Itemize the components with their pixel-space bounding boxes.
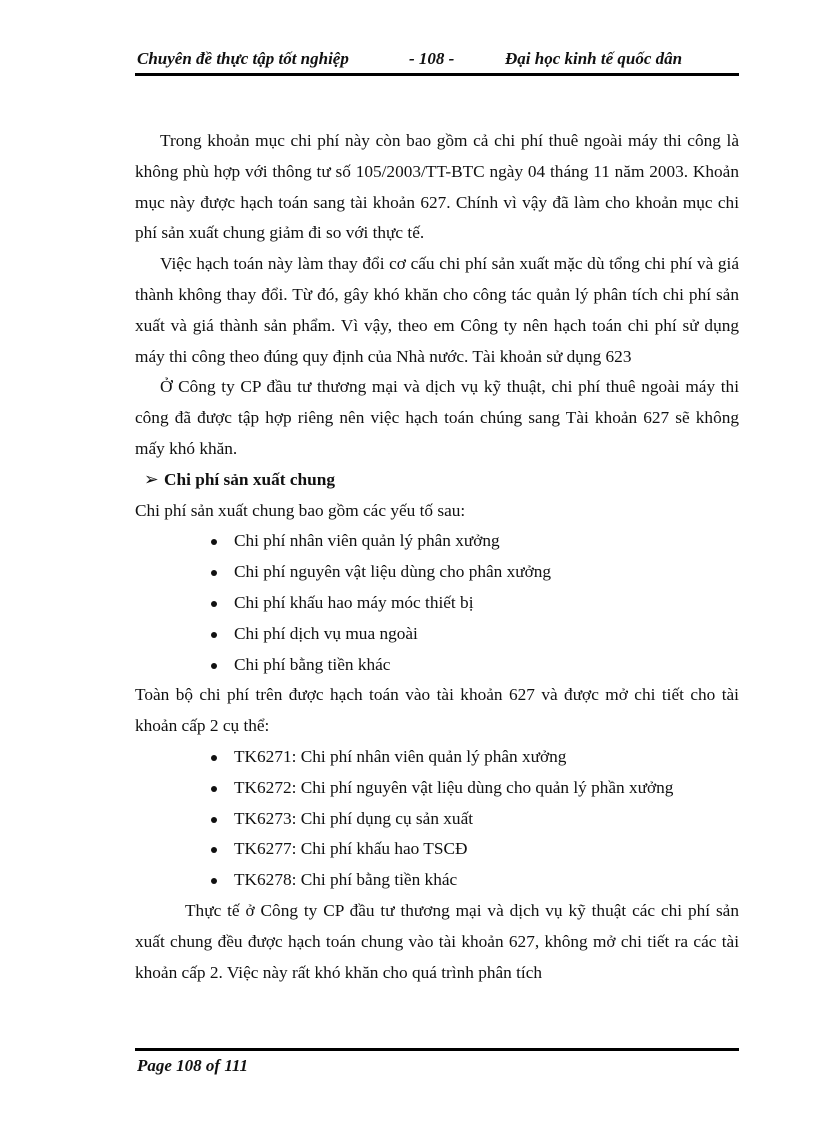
bullet-icon [211,570,217,576]
list-item [135,588,739,619]
page-footer [135,1048,739,1076]
list-item-text: Chi phí khấu hao máy móc thiết bị [234,592,474,612]
list-item-text: Chi phí dịch vụ mua ngoài [234,623,418,643]
list-item [135,773,739,804]
accounts-list [135,742,739,896]
list-item-text: Chi phí nguyên vật liệu dùng cho phân xưởng [234,562,552,582]
intro-line: Chi phí sản xuất chung bao gồm các yếu tố sau: [135,500,466,520]
list-item [135,834,739,865]
bullet-icon [211,878,217,884]
bullet-icon [211,663,217,669]
bullet-icon [211,817,217,823]
header-page-number: - 108 - [409,49,455,68]
list-item [135,742,739,773]
list-item [135,804,739,835]
paragraph-3: Ở Công ty CP đầu tư thương mại và dịch vụ kỹ thuật, chi phí thuê ngoài máy thi công đã được tập hợp riêng nên việc hạch toán chúng sang Tài khoản 627 sẽ không mấy khó khăn. [135,377,739,458]
list-item-text: TK6277: Chi phí khấu hao TSCĐ [234,839,468,859]
bullet-icon [211,847,217,853]
list-item-text: TK6278: Chi phí bằng tiền khác [234,870,458,890]
paragraph-4: Toàn bộ chi phí trên được hạch toán vào tài khoản 627 và được mở chi tiết cho tài khoản cấp 2 cụ thể: [135,685,739,736]
paragraph-1: Trong khoản mục chi phí này còn bao gồm cả chi phí thuê ngoài máy thi công là không phù hợp với thông tư số 105/2003/TT-BTC ngày 04 tháng 11 năm 2003. Khoản mục này được hạch toán sang tài khoản 627. Chính vì vậy đã làm cho khoản mục chi phí sản xuất chung giảm đi so với thực tế. [135,131,739,243]
paragraph-5: Thực tế ở Công ty CP đầu tư thương mại và dịch vụ kỹ thuật các chi phí sản xuất chung đều được hạch toán chung vào tài khoản 627, không mở chi tiết ra các tài khoản cấp 2. Việc này rất khó khăn cho quá trình phân tích [135,900,739,982]
list-item [135,865,739,896]
bullet-icon [211,755,217,761]
paragraph-2: Việc hạch toán này làm thay đổi cơ cấu chi phí sản xuất mặc dù tổng chi phí và giá thành không thay đổi. Từ đó, gây khó khăn cho công tác quản lý phân tích chi phí sản xuất và giá thành sản phẩm. Vì vậy, theo em Công ty nên hạch toán chi phí sử dụng máy thi công theo đúng quy định của Nhà nước. Tài khoản sử dụng 623 [135,254,739,366]
list-item [135,619,739,650]
header-thesis-title: Chuyên đề thực tập tốt nghiệp [137,49,349,68]
header-university: Đại học kinh tế quốc dân [505,49,683,68]
bullet-icon [211,786,217,792]
section-title: Chi phí sản xuất chung [164,469,335,489]
list-item-text: TK6271: Chi phí nhân viên quản lý phân xưởng [234,746,567,766]
page-header [135,47,739,76]
list-item-text: Chi phí bằng tiền khác [234,654,391,674]
list-item-text: TK6273: Chi phí dụng cụ sản xuất [234,808,474,828]
cost-elements-list [135,526,739,680]
bullet-icon [211,539,217,545]
bullet-icon [211,632,217,638]
bullet-icon [211,601,217,607]
document-body [135,126,739,988]
footer-page-label: Page 108 of 111 [137,1056,248,1075]
list-item-text: Chi phí nhân viên quản lý phân xưởng [234,531,500,551]
list-item [135,557,739,588]
list-item [135,650,739,681]
list-item [135,526,739,557]
list-item-text: TK6272: Chi phí nguyên vật liệu dùng cho quản lý phần xưởng [234,777,674,797]
section-heading [135,465,739,496]
arrow-bullet-icon: ➢ [144,469,159,489]
